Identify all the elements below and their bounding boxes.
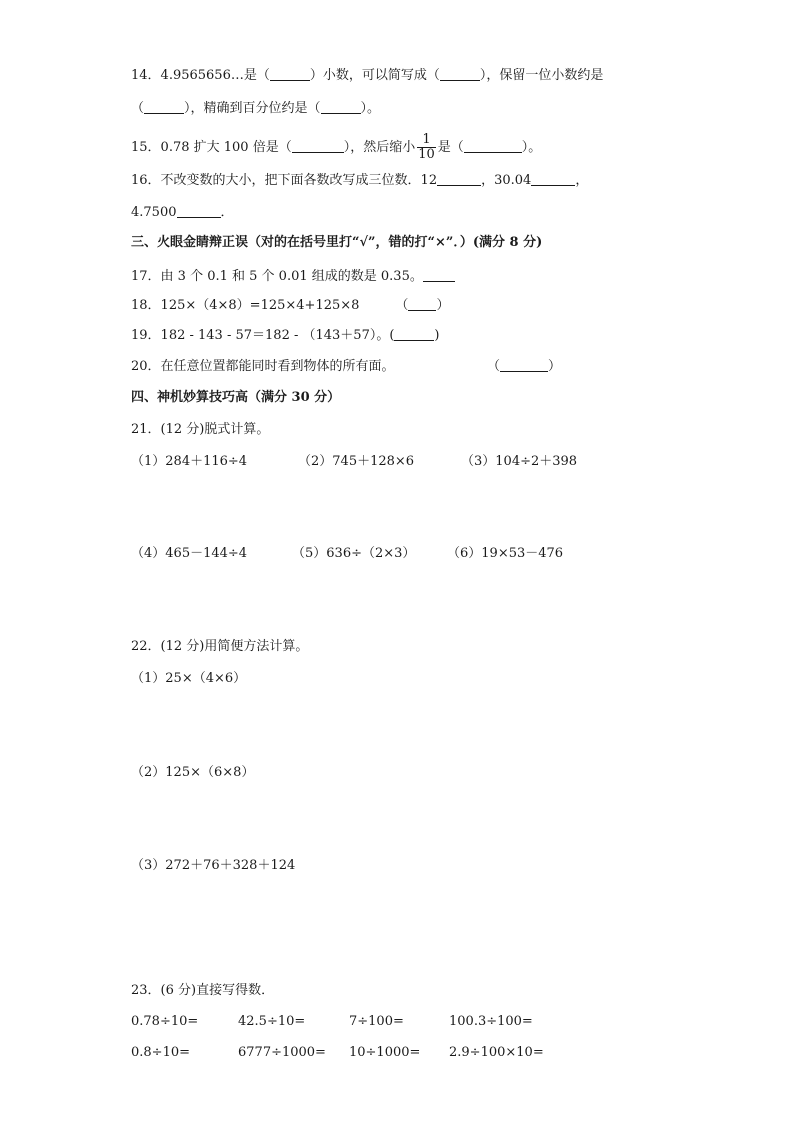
- q20-answer-blank[interactable]: [500, 358, 548, 372]
- q20-text: 20．在任意位置都能同时看到物体的所有面。: [131, 359, 395, 374]
- q14-text-f: ）。: [360, 101, 381, 116]
- question-17: [131, 268, 455, 286]
- question-16-line-1: [131, 172, 588, 190]
- q14-text-a: 14．4.9565656…是（: [131, 68, 270, 83]
- q20-paren-open: （: [487, 359, 501, 374]
- q14-text-b: ）小数，可以简写成（: [309, 68, 440, 83]
- question-16-line-2: [131, 204, 234, 222]
- q15-fraction-numerator: 1: [417, 133, 436, 148]
- q14-text-c: ），保留一位小数约是: [479, 68, 604, 83]
- q14-blank-4[interactable]: [321, 100, 361, 114]
- q23-row1-item-3: 7÷100=: [349, 1014, 404, 1029]
- q16-blank-2[interactable]: [531, 172, 575, 186]
- q18-text: 18．125×（4×8）=125×4+125×8: [131, 298, 360, 313]
- question-15: [131, 133, 541, 163]
- q16-text-d: 4.7500: [131, 205, 177, 220]
- q16-text-c: ，: [575, 173, 589, 188]
- q23-row2-item-2: 6777÷1000=: [238, 1045, 326, 1060]
- q14-text-d: （: [131, 101, 145, 116]
- q14-blank-1[interactable]: [270, 67, 310, 81]
- q14-blank-3[interactable]: [144, 100, 184, 114]
- q22-item-1: （1）25×（4×6）: [131, 671, 247, 686]
- q23-row1-item-1: 0.78÷10=: [131, 1014, 199, 1029]
- q14-blank-2[interactable]: [440, 67, 480, 81]
- q21-item-5: （5）636÷（2×3）: [292, 546, 416, 561]
- q23-row2-item-1: 0.8÷10=: [131, 1045, 191, 1060]
- q15-fraction-denominator: 10: [418, 147, 435, 162]
- section-4-heading: 四、神机妙算技巧高（满分 30 分）: [131, 390, 341, 405]
- question-18: [131, 297, 449, 315]
- q23-row2-item-3: 10÷1000=: [349, 1045, 421, 1060]
- q19-paren-close: ): [434, 328, 440, 343]
- q15-blank-1[interactable]: [292, 139, 344, 153]
- q16-text-e: ．: [220, 205, 234, 220]
- question-20: [131, 358, 395, 376]
- q23-row1-item-2: 42.5÷10=: [238, 1014, 306, 1029]
- question-19: [131, 327, 440, 345]
- q15-text-a: 15．0.78 扩大 100 倍是（: [131, 140, 292, 155]
- q16-text-b: ，30.04: [481, 173, 532, 188]
- q21-item-3: （3）104÷2＋398: [461, 454, 578, 469]
- q15-fraction: [417, 133, 436, 162]
- q14-text-e: ），精确到百分位约是（: [184, 101, 321, 116]
- q17-text: 17．由 3 个 0.1 和 5 个 0.01 组成的数是 0.35。: [131, 269, 423, 284]
- question-23-title: 23．(6 分)直接写得数．: [131, 983, 275, 998]
- question-20-answer: [487, 358, 561, 376]
- question-21-title: 21．(12 分)脱式计算。: [131, 422, 270, 437]
- q20-paren-close: ）: [548, 359, 562, 374]
- q15-blank-2[interactable]: [464, 139, 522, 153]
- q18-paren-close: ）: [436, 298, 450, 313]
- q21-item-2: （2）745＋128×6: [298, 454, 415, 469]
- q15-text-c: 是（: [437, 140, 464, 155]
- q16-blank-3[interactable]: [177, 204, 221, 218]
- question-22-title: 22．(12 分)用简便方法计算。: [131, 639, 309, 654]
- q21-item-1: （1）284＋116÷4: [131, 454, 248, 469]
- q16-text-a: 16．不改变数的大小，把下面各数改写成三位数．12: [131, 173, 438, 188]
- q15-text-b: ），然后缩小: [343, 140, 416, 155]
- q21-item-6: （6）19×53－476: [447, 546, 564, 561]
- q19-answer-blank[interactable]: [394, 327, 434, 341]
- section-3-heading: 三、火眼金睛辩正误（对的在括号里打“√”，错的打“×”．）(满分 8 分): [131, 235, 543, 250]
- question-14-line-1: [131, 67, 603, 85]
- q22-item-3: （3）272＋76＋328＋124: [131, 858, 296, 873]
- q23-row2-item-4: 2.9÷100×10=: [449, 1045, 544, 1060]
- q23-row1-item-4: 100.3÷100=: [449, 1014, 533, 1029]
- q18-paren-open: （: [395, 298, 409, 313]
- q15-text-d: ）。: [521, 140, 542, 155]
- q18-answer-blank[interactable]: [408, 297, 436, 311]
- q19-text: 19．182 - 143 - 57＝182 - （143＋57）。(: [131, 328, 395, 343]
- q22-item-2: （2）125×（6×8）: [131, 765, 255, 780]
- q16-blank-1[interactable]: [437, 172, 481, 186]
- q21-item-4: （4）465－144÷4: [131, 546, 248, 561]
- q17-blank[interactable]: [423, 268, 455, 282]
- question-14-line-2: [131, 100, 380, 118]
